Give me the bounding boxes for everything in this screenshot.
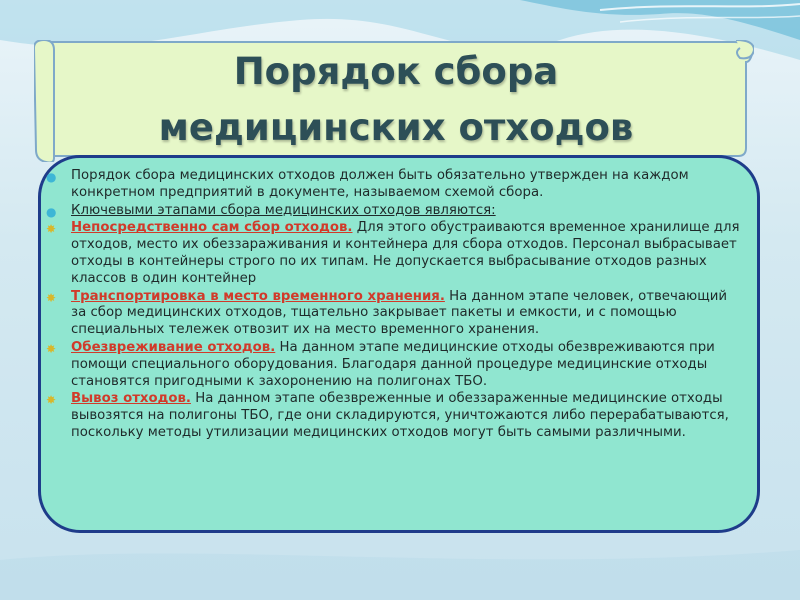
- bullet-dot-icon: ●: [46, 204, 57, 219]
- stage-key: Транспортировка в место временного хранения.: [71, 288, 445, 304]
- bullet-star-icon: ✸: [46, 222, 57, 237]
- stage-key: Обезвреживание отходов.: [71, 339, 276, 355]
- bullet-dot-icon: ●: [46, 170, 57, 184]
- list-item-stage-neutralization: [44, 340, 744, 390]
- stage-text: Для этого обустраиваются временное хранилище для отходов, место их обеззараживания и контейнера для сбора отходов. Персонал выбрасывает отходы в контейнеры строго по их типам. Не допускается выбрасывание отходов разных классов в один контейнер: [71, 220, 740, 286]
- paragraph-intro: Порядок сбора медицинских отходов должен быть обязательно утвержден на каждом конкретном предприятий в документе, называемом схемой сбора.: [71, 168, 689, 200]
- list-item-stages-heading: [44, 203, 744, 220]
- stage-key: Непосредственно сам сбор отходов.: [71, 220, 353, 236]
- list-item-stage-removal: [44, 391, 744, 441]
- stages-heading: Ключевыми этапами сбора медицинских отходов являются:: [71, 202, 496, 218]
- list-item-stage-collection: [44, 220, 744, 287]
- title-line-1: Порядок сбора: [233, 50, 559, 93]
- bullet-star-icon: ✸: [46, 393, 57, 408]
- bullet-star-icon: ✸: [46, 290, 57, 305]
- bullet-star-icon: ✸: [46, 341, 57, 356]
- title-line-2: медицинских отходов: [158, 106, 634, 149]
- stage-text: На данном этапе человек, отвечающий за сбор медицинских отходов, тщательно закрывает пакеты и емкости, и с помощью специальных тележек отвозит их на место временного хранения.: [71, 288, 727, 338]
- stage-text: На данном этапе обезвреженные и обеззараженные медицинские отходы вывозятся на полигоны ТБО, где они складируются, уничтожаются либо перерабатываются, поскольку методы утилизации медицинских отходов могут быть самыми различными.: [71, 391, 729, 440]
- list-item-stage-transport: [44, 289, 744, 339]
- list-item-intro: [44, 168, 744, 202]
- stage-text: На данном этапе медицинские отходы обезвреживаются при помощи специального оборудования. Благодаря данной процедуре медицинские отходы становятся пригодными к захоронению на полигонах ТБО.: [71, 339, 715, 389]
- stage-key: Вывоз отходов.: [71, 391, 191, 407]
- content-list: [44, 168, 744, 443]
- page-title: [46, 44, 746, 156]
